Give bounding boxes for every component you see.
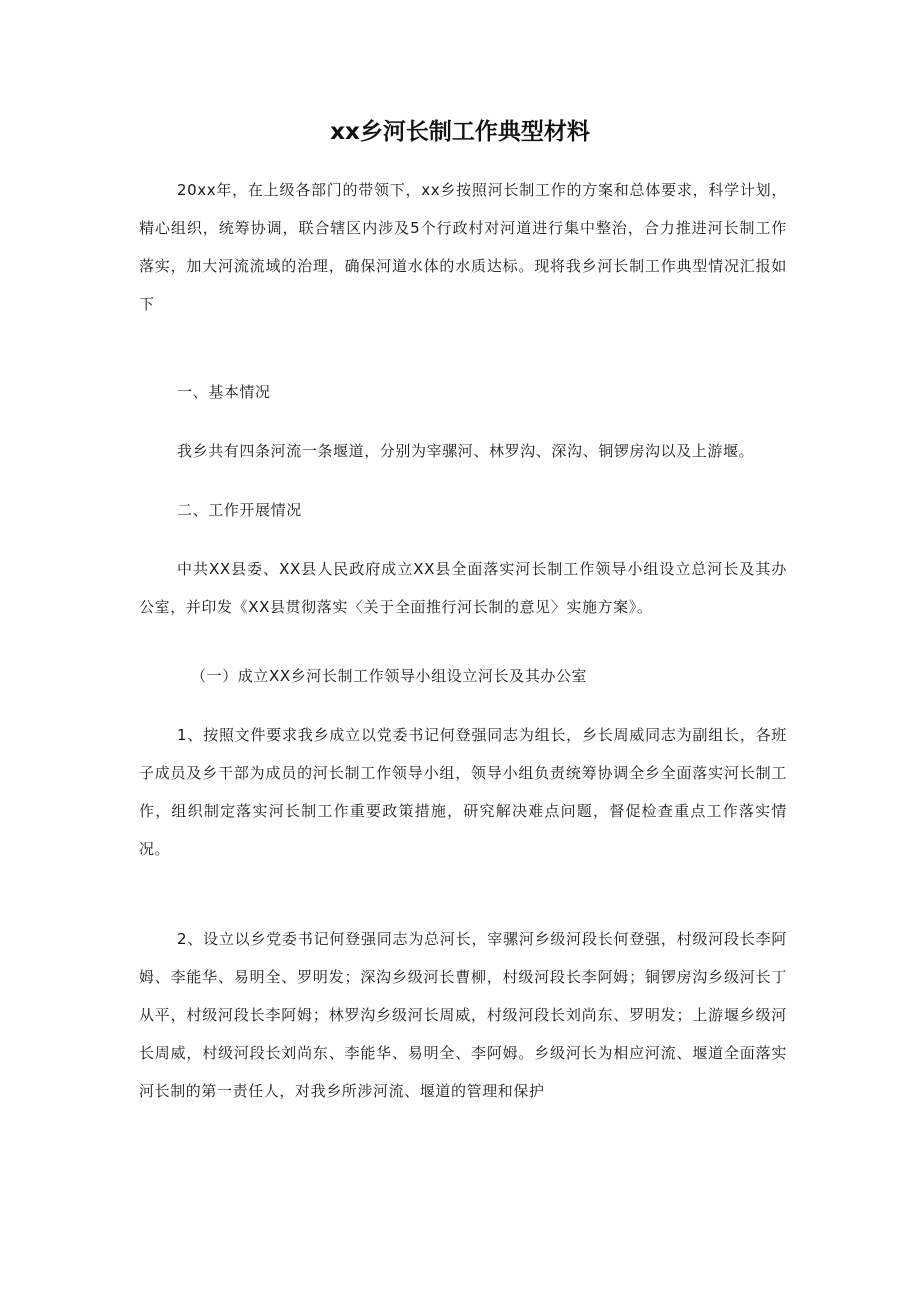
intro-paragraph: 20xx年，在上级各部门的带领下，xx乡按照河长制工作的方案和总体要求，科学计划，精心组织，统筹协调，联合辖区内涉及5个行政村对河道进行集中整治，合力推进河长制工作落实，加大河流流域的治理，确保河道水体的水质达标。现将我乡河长制工作典型情况汇报如下 <box>139 181 787 313</box>
basic-info-paragraph: 我乡共有四条河流一条堰道，分别为宰骡河、林罗沟、深沟、铜锣房沟以及上游堰。 <box>177 442 755 460</box>
section-heading-work: 二、工作开展情况 <box>177 501 302 519</box>
work-intro-paragraph: 中共XX县委、XX县人民政府成立XX县全面落实河长制工作领导小组设立总河长及其办公室，并印发《XX县贯彻落实〈关于全面推行河长制的意见〉实施方案》。 <box>139 560 787 616</box>
document-title: xx乡河长制工作典型材料 <box>330 119 590 145</box>
item-1-paragraph: 1、按照文件要求我乡成立以党委书记何登强同志为组长，乡长周威同志为副组长，各班子成员及乡干部为成员的河长制工作领导小组，领导小组负责统筹协调全乡全面落实河长制工作，组织制定落实河长制工作重要政策措施，研究解决难点问题，督促检查重点工作落实情况。 <box>139 726 787 858</box>
item-2-paragraph: 2、设立以乡党委书记何登强同志为总河长，宰骡河乡级河段长何登强，村级河段长李阿姆、李能华、易明全、罗明发；深沟乡级河长曹柳，村级河段长李阿姆；铜锣房沟乡级河长丁从平，村级河段长李阿姆；林罗沟乡级河长周威，村级河段长刘尚东、罗明发；上游堰乡级河长周威，村级河段长刘尚东、李能华、易明全、李阿姆。乡级河长为相应河流、堰道全面落实河长制的第一责任人，对我乡所涉河流、堰道的管理和保护 <box>139 930 787 1100</box>
section-heading-basic: 一、基本情况 <box>177 383 271 401</box>
subsection-heading: （一）成立XX乡河长制工作领导小组设立河长及其办公室 <box>191 667 588 685</box>
